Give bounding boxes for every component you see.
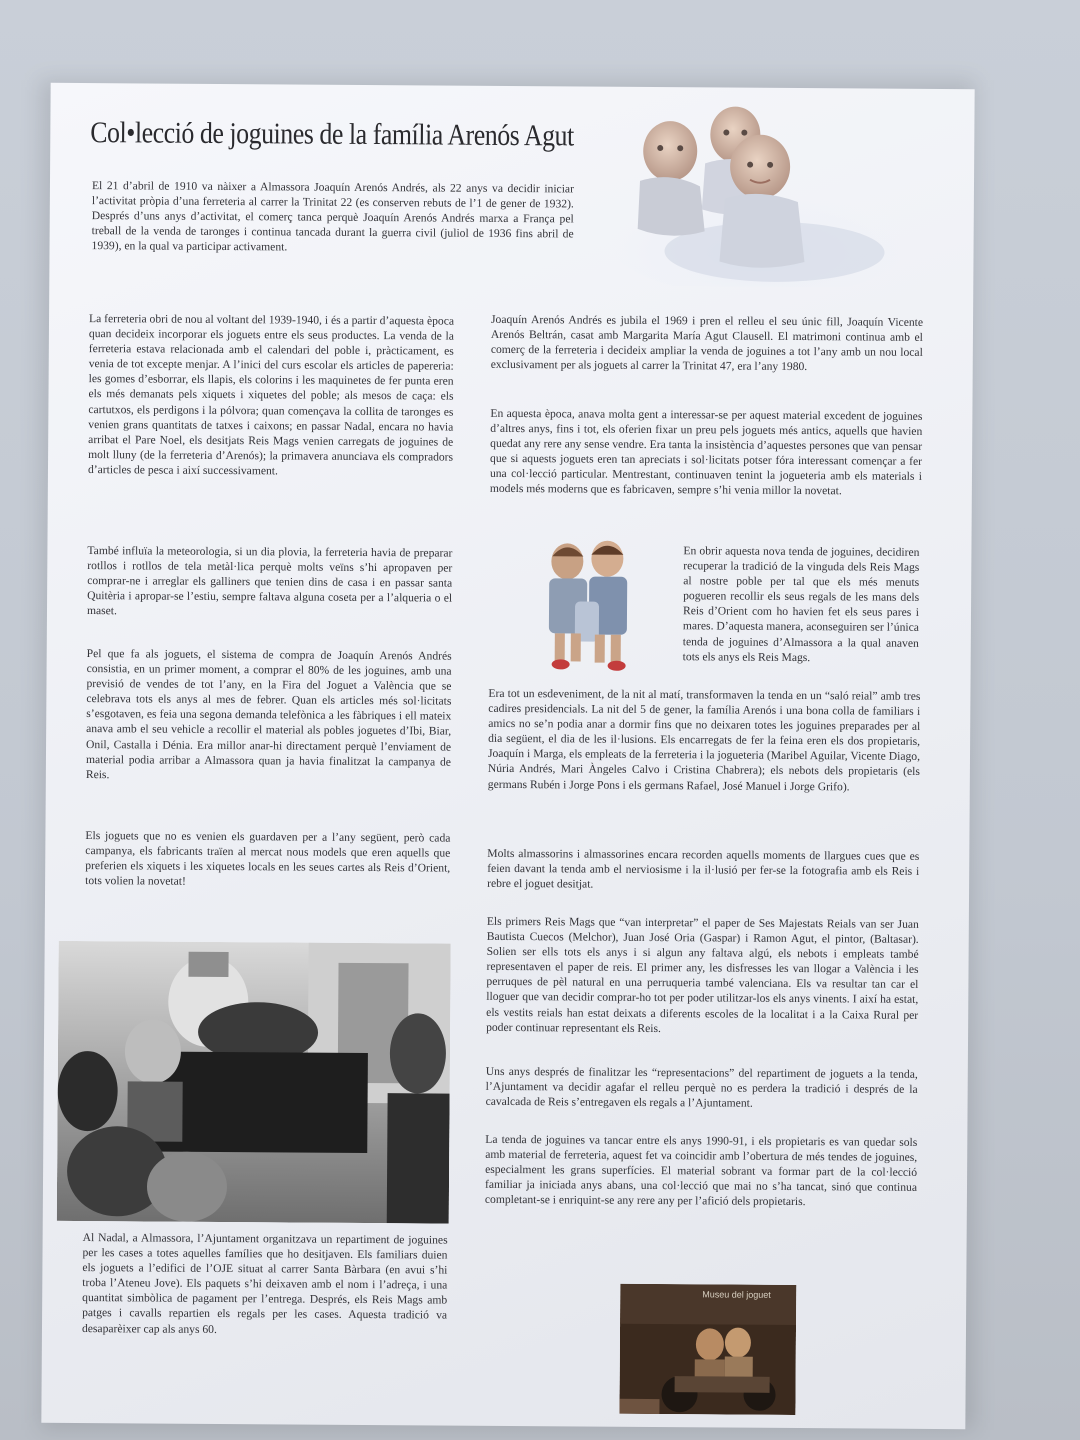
right-paragraph-1: Joaquín Arenós Andrés es jubila el 1969 i pren el relleu el seu únic fill, Joaquín Vicente Arenós Beltrán, casat amb Margarita María Agut Clausell. El matrimoni continua amb el comerç de la ferreteria i decideix ampliar la venda de joguines a tot l’any amb un nou local exclusivament per als joguets al carrer la Trinitat 47, era l’any 1980. xyxy=(490,312,924,374)
right-paragraph-8: La tenda de joguines va tancar entre els anys 1990-91, i els propietaris es van quedar sols amb material de ferreteria, aquest fet va coincidir amb l’obertura de més tendes de joguines, especialment les grans superfícies. El material sobrant va formar part de la col·lecció familiar ja iniciada anys abans, una col·lecció que mai no s’ha tancat, sinó que continua completant-se i enriquint-se any rere any per l’afició dels propietaris. xyxy=(484,1132,918,1209)
right-paragraph-2: En aquesta època, anava molta gent a interessar-se per aquest material excedent de joguines d’altres anys, fins i tot, els oferien fixar un preu pels joguets més antics, aquells que havien quedat any rere any sense vendre. Era tanta la insistència d’aquestes persones que van pensar que si aquests joguets eren tan apreciats i sol·licitats potser fóra interessant començar a fer una col·lecció particular. Mentrestant, continuaven tenint la jogueteria amb els materials i models més moderns que es fabricaven, sempre s’hi venia millor la novetat. xyxy=(489,406,923,498)
left-paragraph-2: També influïa la meteorologia, si un dia plovia, la ferreteria havia de preparar rotllos i rotllos de tela metàl·lica perquè molts veïns s’hi apropaven per comprar-ne i arreglar els galliners que tenien dins de casa i en passar santa Quitèria i apropar-se l’estiu, sempre faltava alguna coseta per a l’alqueria o el maset. xyxy=(86,544,453,618)
museum-photo xyxy=(619,1284,796,1415)
museum-photo-caption: Museu del joguet xyxy=(702,1289,771,1300)
kings-bw-photo xyxy=(57,941,451,1224)
right-paragraph-7: Uns anys després de finalitzar les “representacions” del repartiment de joguets a la tenda, l’Ajuntament va decidir agafar el relleu perquè no es perdera la tradició i després de la cavalcada de Reis s’entregaven els regals a l’Ajuntament. xyxy=(485,1064,918,1110)
left-paragraph-3: Pel que fa als joguets, el sistema de compra de Joaquín Arenós Andrés consistia, en un primer moment, a comprar el 80% de les joguines, amb una previsió de vendes de tot l’any, en la Fira del Joguet a València que se celebrava tots els anys al mes de febrer. Quan els articles més sol·licitats s’esgotaven, es feia una segona demanda telefònica a les fàbriques i ell mateix anava amb el seu vehicle a recollir el material als pobles joguetes d’Ibi, Biar, Onil, Castalla i Dénia. Era millor anar-hi directament perquè l’enviament de material podia arribar a Almassora quan ja havia finalitzat la campanya de Reis. xyxy=(85,647,452,781)
left-paragraph-5: Al Nadal, a Almassora, l’Ajuntament organitzava un repartiment de joguines per les cases a totes aquelles famílies que ho desitjaven. Els familiars duien els joguets a l’edifici de l’OJE situat al carrer Santa Bàrbara (en avui s’hi troba l’Ateneu Jove). Els paquets s’hi deixaven amb el nom i l’adreça, i una quantitat simbòlica de pagament per l’entrega. Després, els Reis Mags amb patges i cavalls repartien els regals per les cases. Aquesta tradició va desaparèixer cap als anys 60. xyxy=(81,1231,448,1336)
poster-title: Col•lecció de joguines de la família Arenós Agut xyxy=(90,116,574,153)
poster xyxy=(41,83,974,1429)
left-paragraph-1: La ferreteria obri de nou al voltant del 1939-1940, i és a partir d’aquesta època quan decideix incorporar els joguets entre els seus productes. La venda de la ferreteria estava relacionada amb el calendari del poble i, pràcticament, es venia de tot excepte menjar. A l’inici del curs escolar els articles de papereria: les gomes d’esborrar, els llapis, els colorins i les maquinetes de fer punta eren els més demanats pels xiquets i xiquetes del poble; als mesos de caça: els cartutxos, els perdigons i la pólvora; quan començava la collita de taronges es venien grans quantitats de tatxes i caixons; en passar Nadal, encara no havia arribat el Pare Noel, els desitjats Reis Mags venien carregats de joguines de molt lluny (de la ferreteria d’Arenós); la primavera anunciava els compradors d’articles de pesca i així successivament. xyxy=(87,312,455,478)
right-paragraph-6: Els primers Reis Mags que “van interpretar” el paper de Ses Majestats Reials van ser Juan Bautista Cuecos (Melchor), Juan José Oria (Gaspar) i Ramon Agut, el pintor, (Baltasar). Solien ser ells tots els anys i si algun any faltava algú, els nebots i empleats també representaven el paper de reis. El primer any, les disfresses les van llogar a València i les perruques de pèl natural en una perruqueria també valenciana. Els va resultar tan car el lloguer que van decidir comprar-ho tot per poder utilitzar-los els anys vinents. I així ha estat, els vestits reials han estat deixats a diferents escoles de la localitat i a la Caixa Rural per poder continuar representant els Reis. xyxy=(486,914,919,1035)
dolls-photo xyxy=(609,101,900,288)
small-dolls-photo xyxy=(535,536,642,677)
intro-paragraph: El 21 d’abril de 1910 va nàixer a Almassora Joaquín Arenós Andrés, als 22 anys va decidir iniciar l’activitat pròpia d’una ferreteria al carrer la Trinitat 22 (es conserven rebuts de l’1 de gener de 1932). Després d’uns anys d’activitat, el comerç tanca perquè Joaquín Arenós Andrés marxa a França pel treball de la venda de taronges i continua tancada durant la guerra civil (juliol de 1936 fins abril de 1939), en la qual va participar activament. xyxy=(91,179,575,254)
left-paragraph-4: Els joguets que no es venien els guardaven per a l’any següent, però cada campanya, els fabricants traïen al mercat nous models que eren aquells que preferien els xiquets i les xiquetes locals en les seues cartes als Reis d’Orient, tots volien la novetat! xyxy=(85,829,451,889)
right-paragraph-3: En obrir aquesta nova tenda de joguines, decidiren recuperar la tradició de la vinguda dels Reis Mags al nostre poble per tal que els més menuts pogueren recollir els seus regals de les mans dels Reis d’Orient com ho havien fet els seus pares i mares. D’aquesta manera, aconseguiren ser l’única tenda de joguines d’Almassora a la qual anaven tots els anys els Reis Mags. xyxy=(682,544,920,664)
right-paragraph-5: Molts almassorins i almassorines encara recorden aquells moments de llargues cues que es feien davant la tenda amb el nerviosisme i la il·lusió per fer-se la fotografia amb els Reis i rebre el joguet desitjat. xyxy=(487,846,920,891)
right-paragraph-4: Era tot un esdeveniment, de la nit al matí, transformaven la tenda en un “saló reial” amb tres cadires presidencials. La nit del 5 de gener, la família Arenós i una bona colla de familiars i amics no se’n podia anar a dormir fins que no deixaren totes les joguines preparades per al dia següent, el dia de les il·lusions. Els encarregats de fer la feina eren els dos propietaris, Joaquín i Marga, els empleats de la ferreteria i la jogueteria (Maribel Aguilar, Vicente Diago, Núria Andrés, Mari Àngeles Calvo i Cristina Chabrera); els nebots dels propietaris (els germans Rubén i Jorge Pons i els germans Rafael, José Manuel i Jorge Grifo). xyxy=(487,686,921,793)
